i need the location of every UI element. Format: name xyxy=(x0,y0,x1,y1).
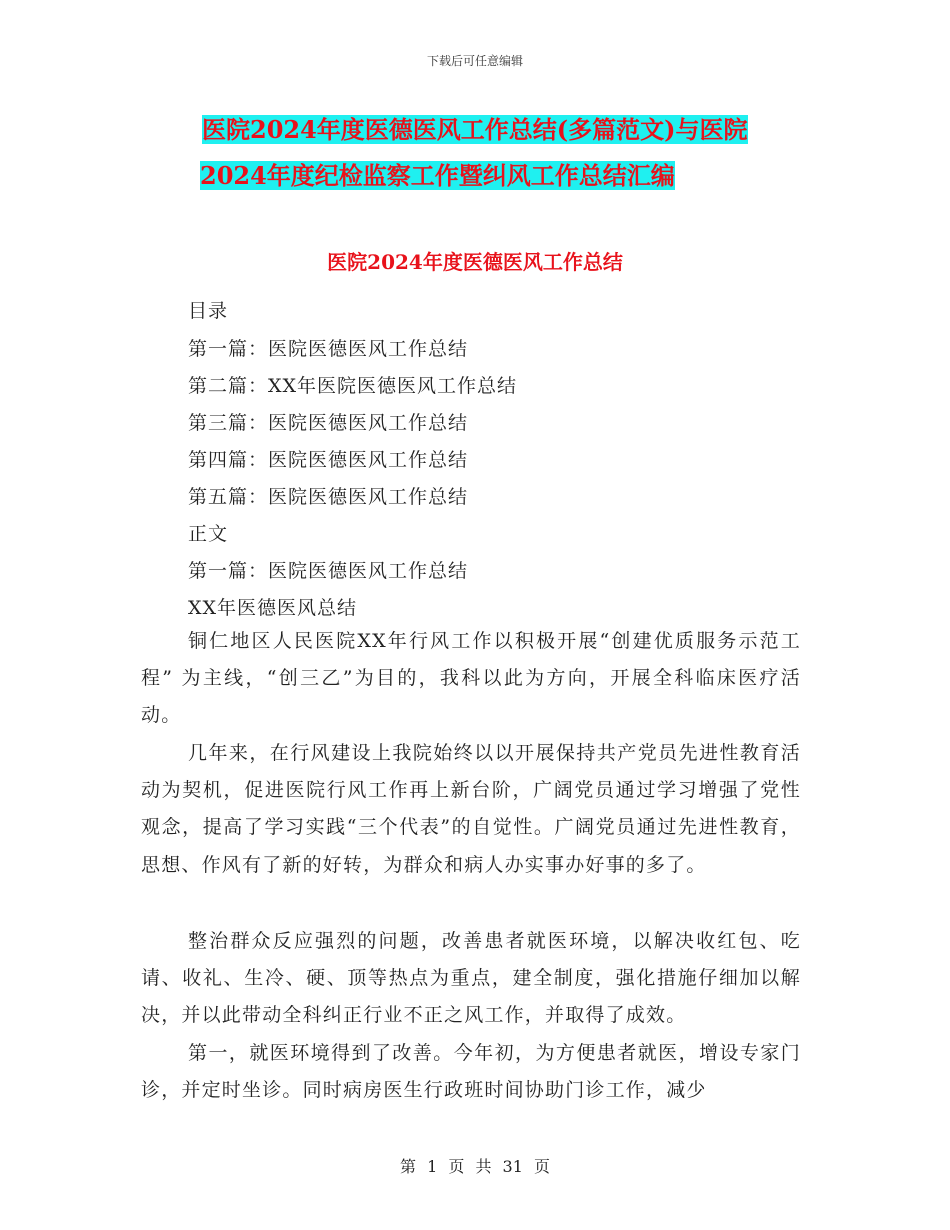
document-title-line-2-text: 2024年度纪检监察工作暨纠风工作总结汇编 xyxy=(200,161,675,190)
toc-item-2: 第二篇：XX年医院医德医风工作总结 xyxy=(188,375,518,397)
chapter-subtitle: XX年医德医风总结 xyxy=(188,597,358,619)
page-number-footer: 第 1 页 共 31 页 xyxy=(400,1157,550,1176)
section-title: 医院2024年度医德医风工作总结 xyxy=(327,250,623,274)
toc-item-3: 第三篇：医院医德医风工作总结 xyxy=(188,412,469,434)
document-title-line-1 xyxy=(202,110,748,150)
toc-item-4: 第四篇：医院医德医风工作总结 xyxy=(188,449,469,471)
toc-item-1: 第一篇：医院医德医风工作总结 xyxy=(188,338,469,360)
page-header-note: 下载后可任意编辑 xyxy=(426,54,523,68)
paragraph-3: 整治群众反应强烈的问题，改善患者就医环境，以解决收红包、吃请、收礼、生冷、硬、顶等热点为重点，建全制度，强化措施仔细加以解决，并以此带动全科纠正行业不正之风工作，并取得了成效。 xyxy=(141,930,801,1027)
toc-heading: 目录 xyxy=(188,300,229,322)
chapter-heading: 第一篇：医院医德医风工作总结 xyxy=(188,560,469,582)
document-title-line-1-text: 医院2024年度医德医风工作总结(多篇范文)与医院 xyxy=(202,115,748,144)
paragraph-2: 几年来，在行风建设上我院始终以以开展保持共产党员先进性教育活动为契机，促进医院行风工作再上新台阶，广阔党员通过学习增强了党性观念，提高了学习实践“三个代表”的自觉性。广阔党员通过先进性教育，思想、作风有了新的好转，为群众和病人办实事办好事的多了。 xyxy=(141,742,801,876)
toc-item-5: 第五篇：医院医德医风工作总结 xyxy=(188,486,469,508)
paragraph-4: 第一，就医环境得到了改善。今年初，为方便患者就医，增设专家门诊，并定时坐诊。同时病房医生行政班时间协助门诊工作，减少 xyxy=(141,1042,801,1102)
body-heading: 正文 xyxy=(188,523,229,545)
document-title-line-2 xyxy=(200,156,675,196)
paragraph-1: 铜仁地区人民医院XX年行风工作以积极开展“创建优质服务示范工程” 为主线，“创三乙”为目的，我科以此为方向，开展全科临床医疗活动。 xyxy=(141,630,801,727)
